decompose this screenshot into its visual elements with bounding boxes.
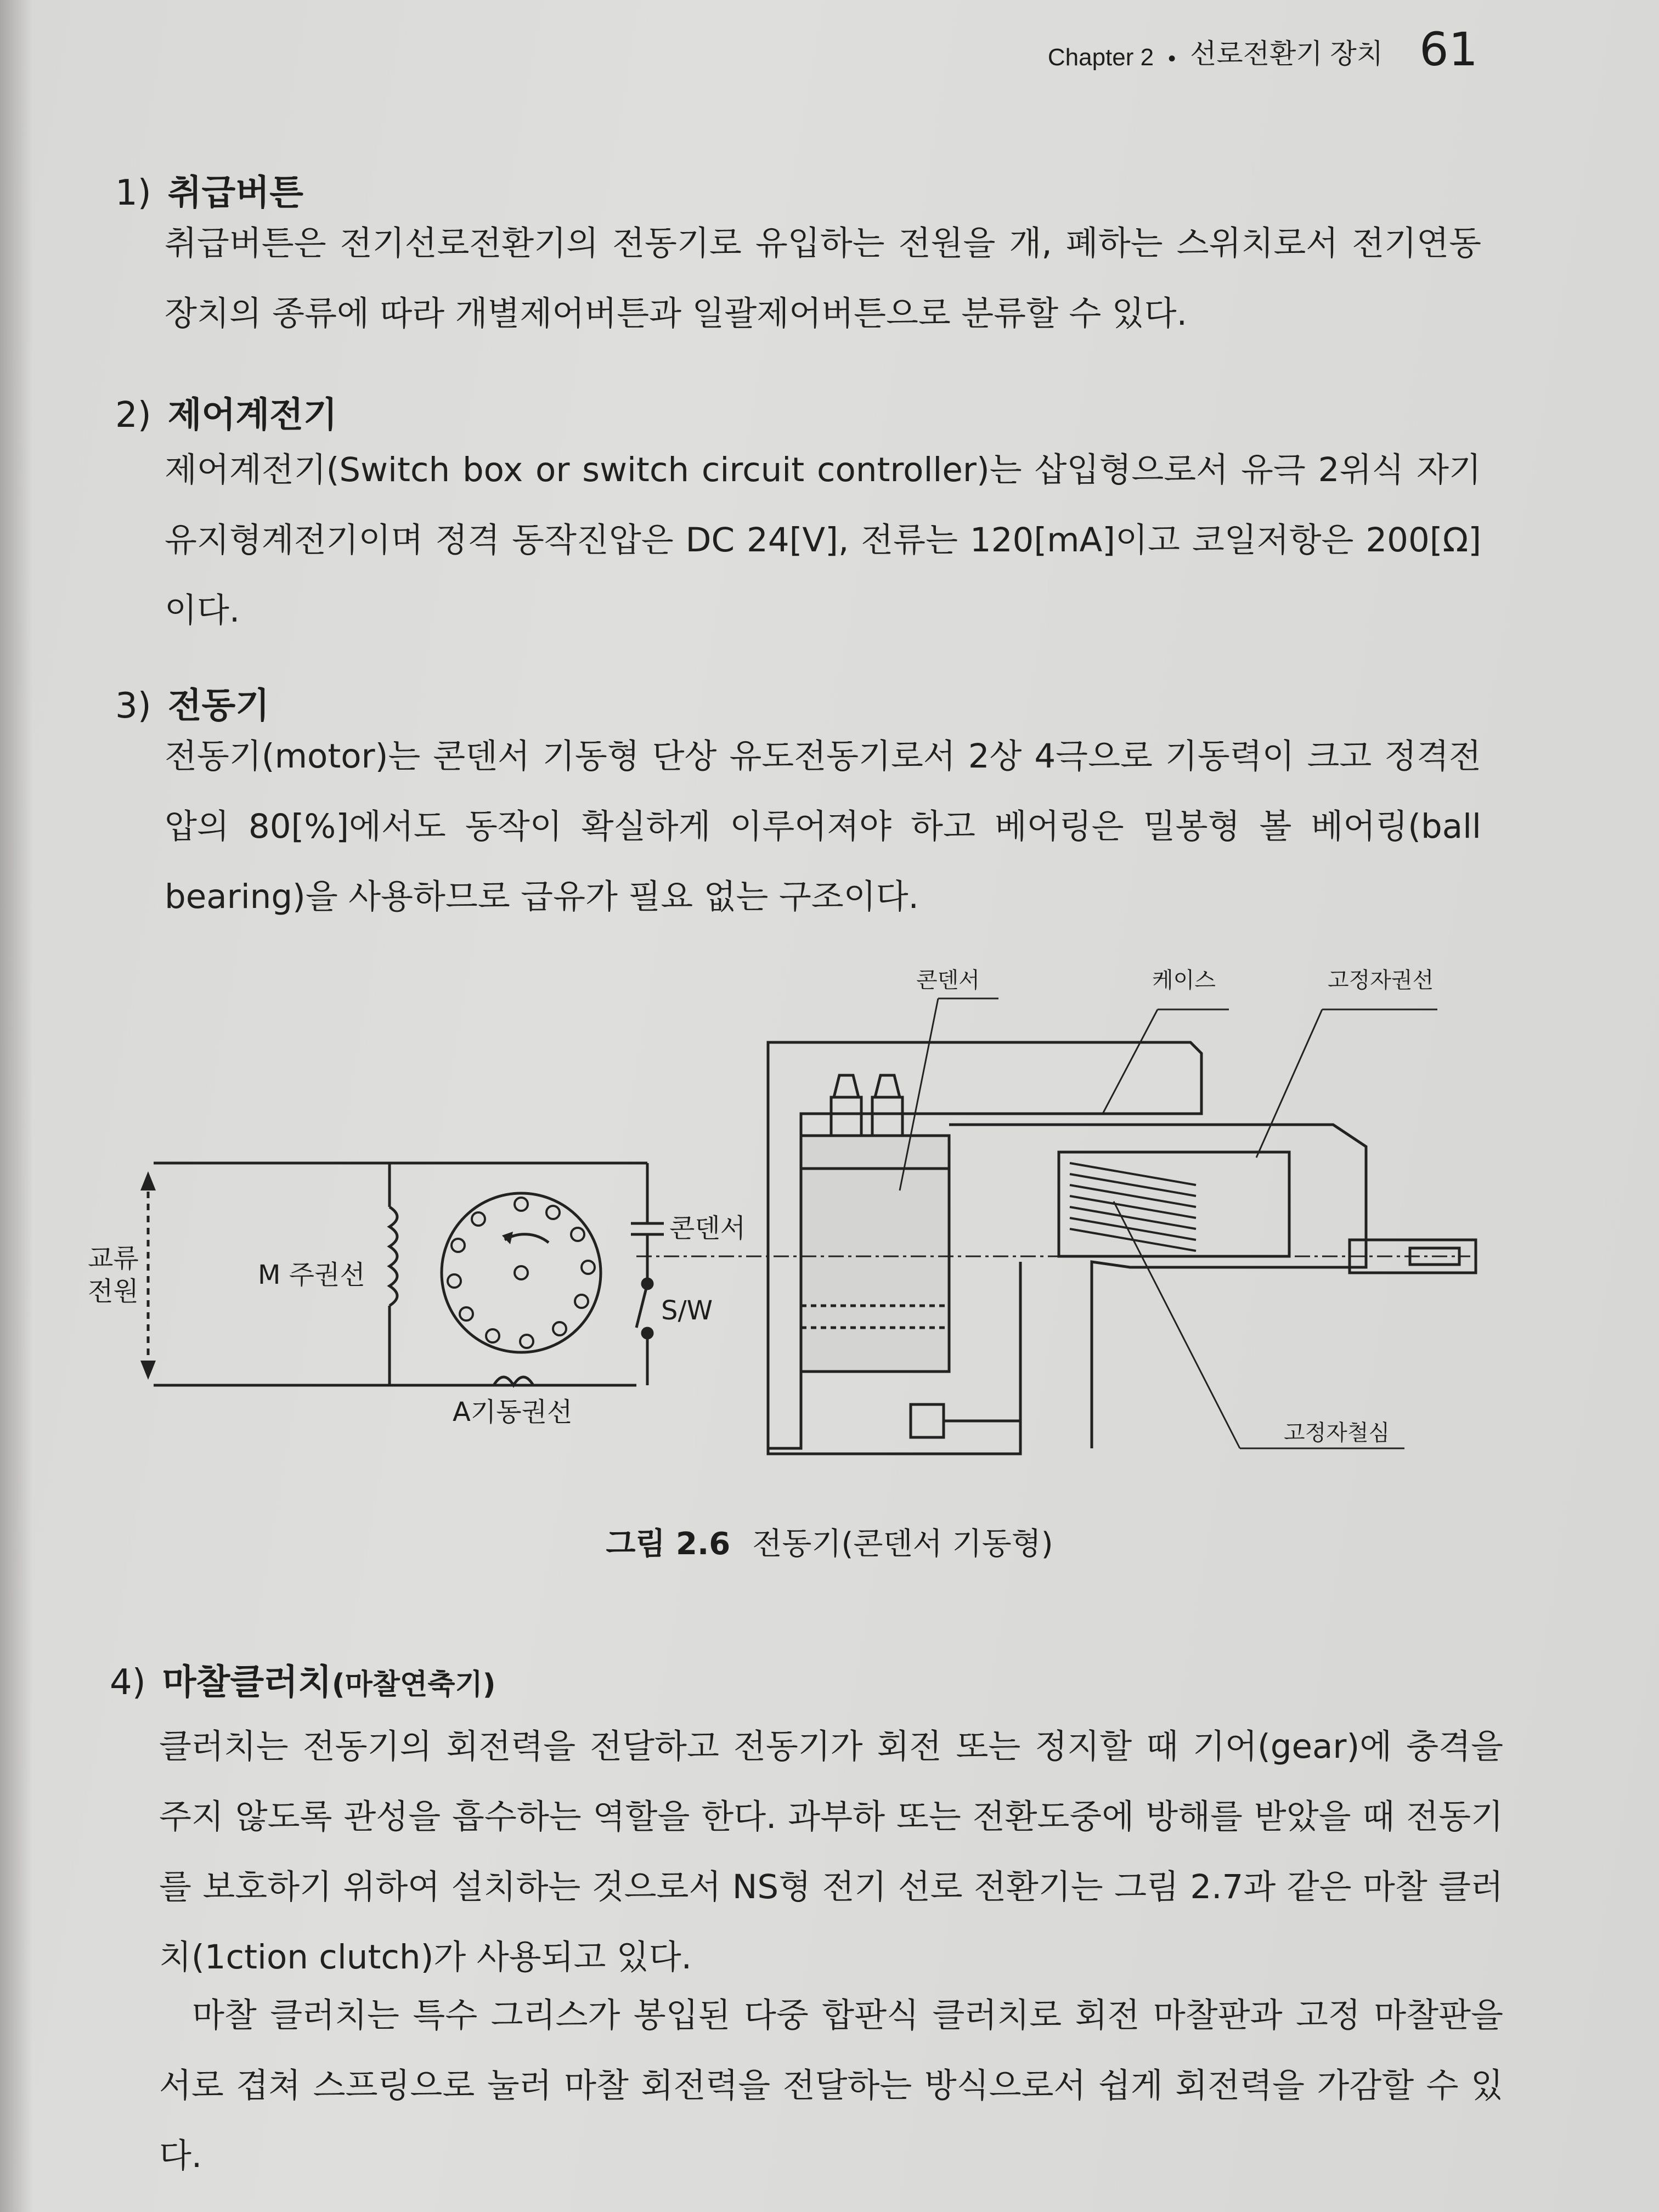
circuit-diagram [140, 1163, 664, 1385]
section-number: 3) [115, 686, 151, 726]
section-paragraph-4b-text: 마찰 클러치는 특수 그리스가 봉입된 다중 합판식 클러치로 회전 마찰판과 고정 마찰판을 서로 겹쳐 스프링으로 눌러 마찰 회전력을 전달하는 방식으로서 쉽게 회전력을 가감할 수 있다. [159, 1996, 1503, 2175]
section-heading-2 [115, 387, 337, 437]
motor-figure [88, 955, 1514, 1514]
chapter-label: Chapter 2 [1047, 44, 1154, 71]
section-number: 2) [115, 395, 151, 436]
section-title: 제어계전기 [167, 395, 337, 436]
running-header [1047, 22, 1478, 76]
section-number: 1) [115, 173, 151, 213]
section-heading-4 [110, 1654, 496, 1705]
figure-caption [0, 1520, 1659, 1564]
section-paragraph-2: 제어계전기(Switch box or switch circuit controller)는 삽입형으로서 유극 2위식 자기유지형계전기이며 정격 동작진압은 DC 24[V], 전류는 120[mA]이고 코일저항은 200[Ω]이다. [165, 450, 1481, 630]
circuit-switch-label: S/W [661, 1295, 713, 1326]
section-paragraph-4a: 클러치는 전동기의 회전력을 전달하고 전동기가 회전 또는 정지할 때 기어(gear)에 충격을 주지 않도록 관성을 흡수하는 역할을 한다. 과부하 또는 전환도중에 방해를 받았을 때 전동기를 보호하기 위하여 설치하는 것으로서 NS형 전기 선로 전환기는 그림 2.7과 같은 마찰 클러치(1ction clutch)가 사용되고 있다. [159, 1727, 1503, 1977]
motor-cutaway [636, 998, 1476, 1454]
cutaway-case-label: 케이스 [1152, 968, 1216, 993]
circuit-capacitor-label: 콘덴서 [669, 1213, 746, 1244]
header-bullet: • [1168, 47, 1176, 71]
circuit-source-label-2: 전원 [88, 1276, 139, 1307]
cutaway-stator-core-label: 고정자철심 [1284, 1420, 1390, 1446]
circuit-main-winding-label: M 주권선 [258, 1260, 365, 1290]
section-paragraph-3: 전동기(motor)는 콘덴서 기동형 단상 유도전동기로서 2상 4극으로 기동력이 크고 정격전압의 80[%]에서도 동작이 확실하게 이루어져야 하고 베어링은 밀봉형 볼 베어링(ball bearing)을 사용하므로 급유가 필요 없는 구조이다. [165, 737, 1481, 916]
section-title: 마찰클러치 [162, 1662, 332, 1703]
circuit-source-label-1: 교류 [88, 1243, 139, 1274]
section-heading-3 [115, 678, 269, 728]
section-paragraph-4b [159, 1980, 1503, 2191]
circuit-start-winding-label: A기동권선 [453, 1397, 573, 1427]
figure-caption-text: 전동기(콘덴서 기동형) [752, 1526, 1053, 1562]
page-number: 61 [1419, 22, 1478, 76]
chapter-title: 선로전환기 장치 [1190, 38, 1384, 69]
section-title-sub: (마찰연축기) [331, 1668, 496, 1701]
section-number: 4) [110, 1662, 146, 1703]
section-paragraph-1: 취급버튼은 전기선로전환기의 전동기로 유입하는 전원을 개, 폐하는 스위치로서 전기연동장치의 종류에 따라 개별제어버튼과 일괄제어버튼으로 분류할 수 있다. [165, 224, 1481, 333]
section-title: 취급버튼 [167, 173, 303, 213]
page-gutter-shadow [0, 0, 33, 2212]
section-heading-1 [115, 165, 303, 215]
cutaway-capacitor-label: 콘덴서 [916, 968, 980, 993]
cutaway-stator-winding-label: 고정자권선 [1328, 968, 1434, 993]
figure-caption-label: 그림 2.6 [606, 1526, 731, 1562]
section-title: 전동기 [167, 686, 270, 726]
